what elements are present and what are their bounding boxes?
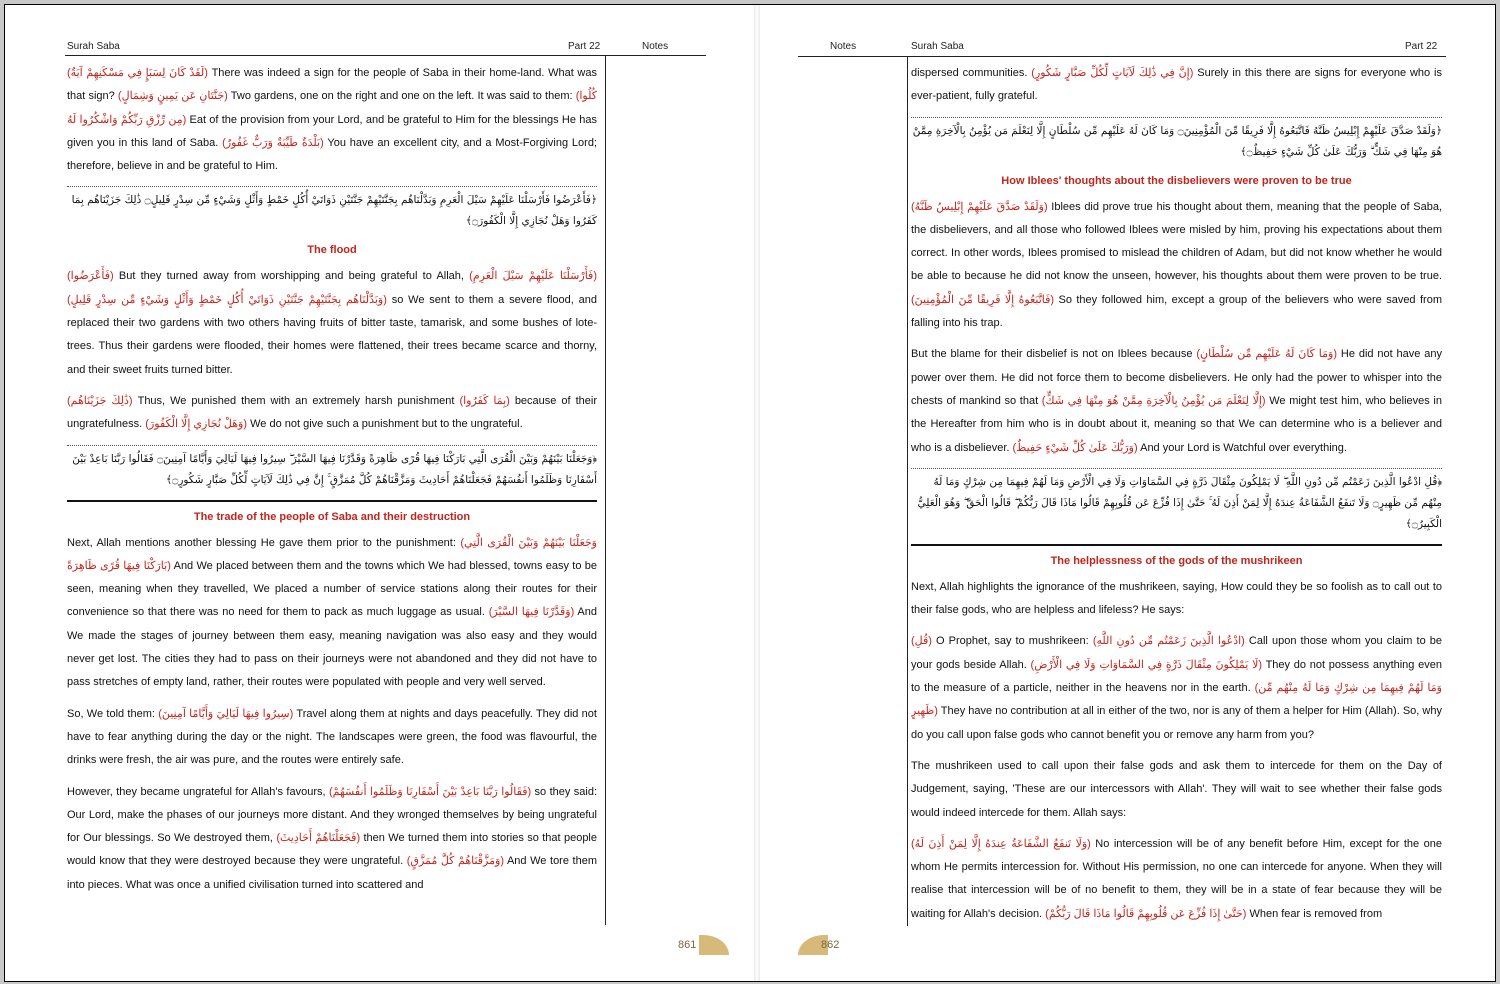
quran-quote: (وَهَلْ نُجَازِي إِلَّا الْكَفُورَ) bbox=[145, 418, 248, 431]
surah-header: Surah Saba bbox=[67, 41, 120, 52]
quran-quote: (وَقَدَّرْنَا فِيهَا السَّيْرَ) bbox=[488, 606, 575, 619]
section-heading: The helplessness of the gods of the mushrikeen bbox=[1050, 554, 1303, 567]
text: But the blame for their disbelief is not on Iblees because bbox=[911, 348, 1197, 361]
text: And your Lord is Watchful over everything. bbox=[1137, 441, 1347, 454]
text: Call upon those whom you claim to be your gods beside Allah. bbox=[911, 635, 1442, 671]
arabic-verse-block: ﴿وَلَقَدْ صَدَّقَ عَلَيْهِمْ إِبْلِيسُ ظَنَّهُ فَاتَّبَعُوهُ إِلَّا فَرِيقًا مِّنَ الْمُؤْمِنِينَ۝ وَمَا كَانَ لَهُ عَلَيْهِم مِّن سُلْطَانٍ إِلَّا لِنَعْلَمَ مَن يُؤْمِنُ بِالْآخِرَةِ مِمَّنْ هُوَ مِنْهَا فِي شَكٍّ ۗ وَرَبُّكَ عَلَىٰ كُلِّ شَيْءٍ حَفِيظٌ۝﴾ bbox=[911, 117, 1442, 166]
section-heading: The flood bbox=[307, 244, 357, 257]
quran-quote: (وَجَعَلْنَا بَيْنَهُمْ وَبَيْنَ الْقُرَى الَّتِي بَارَكْنَا فِيهَا قُرًى ظَاهِرَةً) bbox=[67, 536, 597, 572]
paragraph bbox=[67, 781, 597, 897]
quran-quote: (فَأَرْسَلْنَا عَلَيْهِمْ سَيْلَ الْعَرِمِ) bbox=[469, 270, 597, 283]
left-page bbox=[5, 5, 755, 981]
text: so We sent to them a severe flood, and replaced their two gardens with two others having fruits of bitter taste, tamarisk, and some bushes of lote-trees. Thus their gardens were flooded, their homes were flattened, their trees became scarce and thorny, and their sweet fruits turned bitter. bbox=[67, 293, 597, 376]
quran-quote: (وَبَدَّلْنَاهُم بِجَنَّتَيْهِمْ جَنَّتَيْنِ ذَوَاتَيْ أُكُلٍ خَمْطٍ وَأَثْلٍ وَشَيْءٍ مِّن سِدْرٍ قَلِيلٍ) bbox=[67, 293, 387, 306]
text: We might test him, who believes in the Hereafter from him who is in doubt about it, meaning so that We can determine who is a believer and who is a disbeliever. bbox=[911, 394, 1442, 454]
arabic-verse-block: ﴿قُلِ ادْعُوا الَّذِينَ زَعَمْتُم مِّن دُونِ اللَّهِ ۖ لَا يَمْلِكُونَ مِثْقَالَ ذَرَّةٍ فِي السَّمَاوَاتِ وَلَا فِي الْأَرْضِ وَمَا لَهُمْ فِيهِمَا مِن شِرْكٍ وَمَا لَهُ مِنْهُم مِّن ظَهِيرٍ۝ وَلَا تَنفَعُ الشَّفَاعَةُ عِندَهُ إِلَّا لِمَنْ أَذِنَ لَهُ ۚ حَتَّىٰ إِذَا فُزِّعَ عَن قُلُوبِهِمْ قَالُوا مَاذَا قَالَ رَبُّكُمْ ۖ قَالُوا الْحَقَّ ۖ وَهُوَ الْعَلِيُّ الْكَبِيرُ۝﴾ bbox=[911, 468, 1442, 538]
quran-quote: (وَرَبُّكَ عَلَىٰ كُلِّ شَيْءٍ حَفِيظٌ) bbox=[1012, 441, 1138, 454]
text: However, they became ungrateful for Allah's favours, bbox=[67, 785, 329, 798]
quran-quote: (كُلُوا مِن رِّزْقِ رَبِّكُمْ وَاشْكُرُوا لَهُ) bbox=[67, 90, 597, 126]
paragraph bbox=[911, 343, 1442, 459]
left-text-column bbox=[67, 62, 597, 922]
text: There was indeed a sign for the people of Saba in their home-land. What was that sign? bbox=[67, 67, 597, 103]
paragraph bbox=[67, 390, 597, 437]
text: When fear is removed from bbox=[1246, 907, 1383, 920]
quran-quote: (بِمَا كَفَرُوا) bbox=[459, 394, 510, 407]
page-number: 862 bbox=[821, 939, 840, 951]
quran-quote: (سِيرُوا فِيهَا لَيَالِيَ وَأَيَّامًا آمِنِينَ) bbox=[158, 707, 294, 720]
text: Next, Allah highlights the ignorance of the mushrikeen, saying, How could they be so foolish as to call out to their false gods, who are helpless and lifeless? He says: bbox=[911, 580, 1442, 617]
text: dispersed communities. bbox=[911, 67, 1032, 79]
text: And We tore them into pieces. What was once a unified civilisation turned into scattered and bbox=[67, 855, 597, 891]
text: so they said: Our Lord, make the phases of our journeys more distant. And they wronged themselves by being ungrateful for Our blessings. So We destroyed them, bbox=[67, 785, 597, 845]
quran-quote: (إِنَّ فِي ذَٰلِكَ لَآيَاتٍ لِّكُلِّ صَبَّارٍ شَكُورٍ) bbox=[1031, 67, 1194, 79]
paragraph bbox=[911, 62, 1442, 109]
text: They have no contribution at all in either of the two, nor is any of them a helper for Him (Allah). So, why do you call upon false gods who cannot benefit you or remove any harm from you? bbox=[911, 705, 1442, 741]
header-rule bbox=[798, 56, 1446, 57]
text: The mushrikeen used to call upon their false gods and ask them to intercede for them on the Day of Judgement, saying, 'These are our intercessors with Allah'. They will wait to see whether their false gods would indeed intercede for them. Allah says: bbox=[911, 759, 1442, 819]
text: Thus, We punished them with an extremely harsh punishment bbox=[132, 394, 460, 407]
right-text-column bbox=[911, 62, 1442, 924]
text: But they turned away from worshipping and being grateful to Allah, bbox=[113, 270, 470, 283]
page-number: 861 bbox=[678, 939, 697, 951]
text: He did not have any power over them. He did not force them to become disbelievers. He only had the power to whisper into the chests of mankind so that bbox=[911, 348, 1442, 407]
text: Eat of the provision from your Lord, and be grateful to Him for the blessings He has given you in this land of Saba. bbox=[67, 113, 597, 149]
text: Travel along them at nights and days peacefully. They did not have to fear anything during the day or the night. The landscapes were green, the food was flavourful, the drinks were fresh, the air was pure, and the routes were entirely safe. bbox=[67, 707, 597, 767]
part-header: Part 22 bbox=[1405, 41, 1438, 52]
section-rule bbox=[67, 500, 597, 502]
quran-quote: (فَاتَّبَعُوهُ إِلَّا فَرِيقًا مِّنَ الْمُؤْمِنِينَ) bbox=[911, 293, 1055, 306]
arabic-verse-block: ﴿فَأَعْرَضُوا فَأَرْسَلْنَا عَلَيْهِمْ سَيْلَ الْعَرِمِ وَبَدَّلْنَاهُم بِجَنَّتَيْهِمْ جَنَّتَيْنِ ذَوَاتَيْ أُكُلٍ خَمْطٍ وَأَثْلٍ وَشَيْءٍ مِّن سِدْرٍ قَلِيلٍ۝ ذَٰلِكَ جَزَيْنَاهُم بِمَا كَفَرُوا وَهَلْ نُجَازِي إِلَّا الْكَفُورَ۝﴾ bbox=[67, 186, 597, 235]
quran-quote: (وَمَا لَهُمْ فِيهِمَا مِن شِرْكٍ وَمَا لَهُ مِنْهُم مِّن ظَهِيرٍ) bbox=[911, 682, 1442, 718]
quran-quote: (ذَٰلِكَ جَزَيْنَاهُم) bbox=[67, 394, 133, 407]
quran-quote: (قُلِ) bbox=[911, 635, 932, 648]
part-header: Part 22 bbox=[568, 41, 601, 52]
paragraph bbox=[911, 833, 1442, 924]
notes-divider bbox=[605, 55, 606, 925]
book-spread bbox=[4, 4, 1496, 982]
text: No intercession will be of any benefit before Him, except for the one whom He permits intercession for. Without His permission, no one can intercede for anyone. When they will realise that intercession will be of no benefit to them, they will be in a state of fear because they will be waiting for Allah's decision. bbox=[911, 837, 1442, 920]
surah-header: Surah Saba bbox=[911, 41, 964, 52]
text: Next, Allah mentions another blessing He gave them prior to the punishment: bbox=[67, 536, 461, 549]
text: So, We told them: bbox=[67, 707, 159, 720]
page-corner-tab bbox=[699, 935, 729, 955]
section-heading: How Iblees' thoughts about the disbelievers were proven to be true bbox=[1001, 174, 1352, 187]
text: We do not give such a punishment but to the ungrateful. bbox=[247, 418, 523, 431]
paragraph bbox=[67, 62, 597, 178]
paragraph bbox=[911, 576, 1442, 623]
quran-quote: (وَلَا تَنفَعُ الشَّفَاعَةُ عِندَهُ إِلَّا لِمَنْ أَذِنَ لَهُ) bbox=[911, 837, 1091, 850]
text: So they followed him, except a group of the believers who were saved from falling into his trap. bbox=[911, 293, 1442, 330]
paragraph bbox=[67, 703, 597, 773]
right-page bbox=[760, 5, 1495, 981]
quran-quote: (لَا يَمْلِكُونَ مِثْقَالَ ذَرَّةٍ فِي السَّمَاوَاتِ وَلَا فِي الْأَرْضِ) bbox=[1030, 658, 1263, 671]
paragraph bbox=[67, 265, 597, 381]
text: Surely in this there are signs for everyone who is ever-patient, fully grateful. bbox=[911, 67, 1442, 103]
quran-quote: (وَمَا كَانَ لَهُ عَلَيْهِم مِّن سُلْطَانٍ) bbox=[1196, 348, 1338, 361]
arabic-verse-block: ﴿وَجَعَلْنَا بَيْنَهُمْ وَبَيْنَ الْقُرَى الَّتِي بَارَكْنَا فِيهَا قُرًى ظَاهِرَةً وَقَدَّرْنَا فِيهَا السَّيْرَ ۖ سِيرُوا فِيهَا لَيَالِيَ وَأَيَّامًا آمِنِينَ۝ فَقَالُوا رَبَّنَا بَاعِدْ بَيْنَ أَسْفَارِنَا وَظَلَمُوا أَنفُسَهُمْ فَجَعَلْنَاهُمْ أَحَادِيثَ وَمَزَّقْنَاهُمْ كُلَّ مُمَزَّقٍ ۚ إِنَّ فِي ذَٰلِكَ لَآيَاتٍ لِّكُلِّ صَبَّارٍ شَكُورٍ۝﴾ bbox=[67, 445, 597, 494]
section-rule bbox=[911, 544, 1442, 546]
quran-quote: (إِلَّا لِنَعْلَمَ مَن يُؤْمِنُ بِالْآخِرَةِ مِمَّنْ هُوَ مِنْهَا فِي شَكٍّ) bbox=[1041, 394, 1266, 407]
quran-quote: (ادْعُوا الَّذِينَ زَعَمْتُم مِّن دُونِ اللَّهِ) bbox=[1092, 635, 1245, 648]
notes-divider bbox=[907, 56, 908, 926]
quran-quote: (فَجَعَلْنَاهُمْ أَحَادِيثَ) bbox=[276, 832, 361, 845]
text: Iblees did prove true his thought about them, meaning that the people of Saba, the disbelievers, and all those who followed Iblees were misled by him, proving his expectations about them correct. In other words, Iblees promised to mislead the children of Adam, but did not know whether he would be able to because he did not know the unseen, however, his thoughts about them were proven to be true. bbox=[911, 200, 1442, 283]
quran-quote: (بَلْدَةٌ طَيِّبَةٌ وَرَبٌّ غَفُورٌ) bbox=[222, 136, 324, 149]
paragraph bbox=[911, 630, 1442, 746]
quran-quote: (فَأَعْرَضُوا) bbox=[67, 270, 114, 283]
section-heading: The trade of the people of Saba and their destruction bbox=[193, 510, 471, 523]
paragraph bbox=[911, 196, 1442, 336]
quran-quote: (جَنَّتَانِ عَن يَمِينٍ وَشِمَالٍ) bbox=[117, 90, 228, 103]
paragraph bbox=[911, 755, 1442, 825]
quran-quote: (لَقَدْ كَانَ لِسَبَإٍ فِي مَسْكَنِهِمْ آيَةٌ) bbox=[67, 67, 208, 79]
text: They do not possess anything even to the measure of a particle, neither in the heavens nor in the earth. bbox=[911, 658, 1442, 695]
quran-quote: (فَقَالُوا رَبَّنَا بَاعِدْ بَيْنَ أَسْفَارِنَا وَظَلَمُوا أَنفُسَهُمْ) bbox=[328, 785, 532, 798]
text: because of their ungratefulness. bbox=[67, 394, 597, 431]
notes-header: Notes bbox=[642, 41, 669, 52]
header-rule bbox=[65, 55, 706, 56]
text: O Prophet, say to mushrikeen: bbox=[931, 635, 1093, 648]
quran-quote: (وَمَزَّقْنَاهُمْ كُلَّ مُمَزَّقٍ) bbox=[406, 855, 504, 868]
text: then We turned them into stories so that people would know that they were destroyed because they were ungrateful. bbox=[67, 832, 597, 868]
quran-quote: (حَتَّىٰ إِذَا فُزِّعَ عَن قُلُوبِهِمْ قَالُوا مَاذَا قَالَ رَبُّكُمْ) bbox=[1045, 907, 1247, 920]
quran-quote: (وَلَقَدْ صَدَّقَ عَلَيْهِمْ إِبْلِيسُ ظَنَّهُ) bbox=[911, 200, 1048, 213]
text: And We made the stages of journey between them easy, meaning navigation was also easy and they would never get lost. The cities they had to pass on their journeys were not abandoned and they did not have to pass stretches of empty land, rather, their routes were populated with people and very well served. bbox=[67, 606, 597, 689]
notes-header: Notes bbox=[830, 41, 857, 52]
text: Two gardens, one on the right and one on the left. It was said to them: bbox=[227, 90, 576, 103]
text: You have an excellent city, and a Most-Forgiving Lord; therefore, believe in and be grateful to Him. bbox=[67, 136, 597, 173]
paragraph bbox=[67, 532, 597, 695]
text: And We placed between them and the towns which We had blessed, towns easy to be seen, meaning when they travelled, We placed a number of service stations along their routes for their convenience so that there was no need for them to pack as much luggage as usual. bbox=[67, 559, 597, 619]
